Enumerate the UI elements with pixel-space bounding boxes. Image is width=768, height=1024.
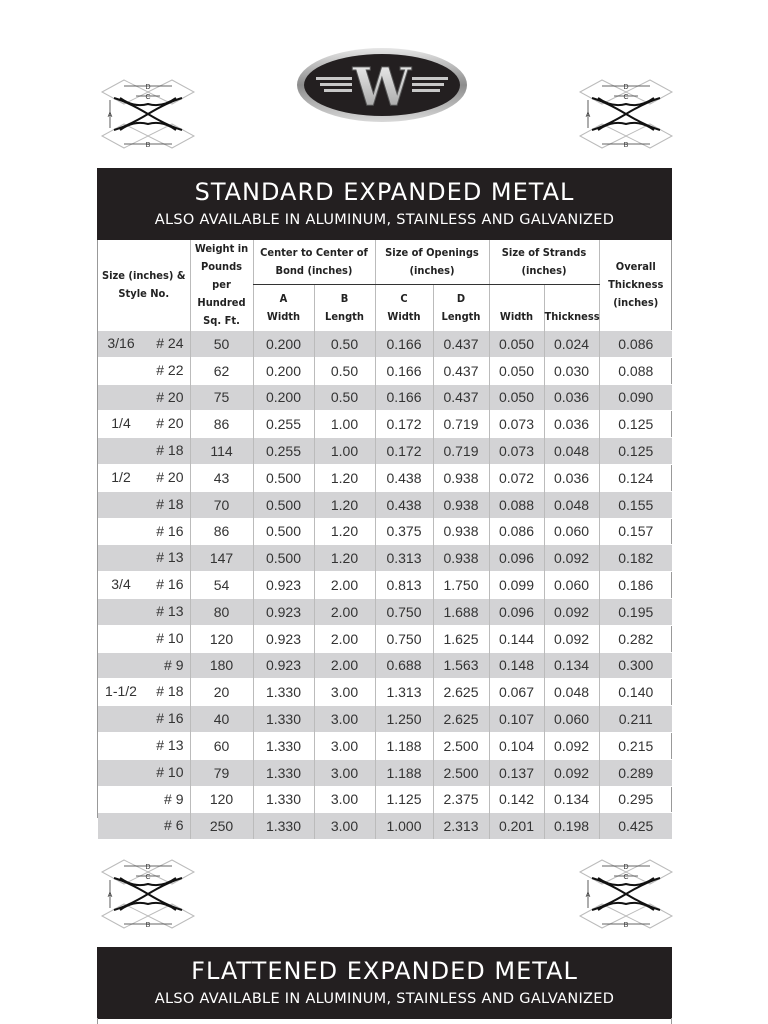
- cell-style: # 10: [156, 629, 184, 646]
- cell-style: # 24: [156, 335, 184, 351]
- cell-size-style: [98, 545, 190, 572]
- cell-strand-thickness: 0.048: [544, 438, 599, 465]
- cell-a-width: 1.330: [253, 679, 314, 706]
- svg-text:A: A: [107, 892, 113, 899]
- cell-b-length: 1.20: [314, 518, 375, 545]
- cell-overall: 0.295: [599, 786, 672, 813]
- cell-size-style: [98, 706, 190, 733]
- cell-d-length: 0.938: [433, 518, 489, 545]
- cell-weight: 80: [190, 598, 253, 625]
- svg-text:D: D: [145, 84, 151, 91]
- cell-size-style: [98, 572, 190, 599]
- cell-a-width: 0.923: [253, 572, 314, 599]
- cell-overall: 0.155: [599, 491, 672, 518]
- cell-d-length: 0.938: [433, 491, 489, 518]
- svg-text:W: W: [352, 57, 412, 118]
- cell-style: # 18: [156, 442, 184, 459]
- cell-b-length: 1.20: [314, 491, 375, 518]
- table-row: [98, 491, 672, 518]
- table-row: [98, 759, 672, 786]
- header-strand-width: Width: [489, 285, 544, 331]
- cell-size-style: [98, 598, 190, 625]
- cell-style: # 13: [156, 602, 184, 619]
- cell-b-length: 3.00: [314, 759, 375, 786]
- cell-strand-thickness: 0.036: [544, 384, 599, 411]
- table-row: [98, 438, 672, 465]
- cell-b-length: 3.00: [314, 732, 375, 759]
- company-logo: [296, 47, 468, 123]
- table-row: [98, 598, 672, 625]
- cell-strand-thickness: 0.036: [544, 464, 599, 491]
- cell-style: # 10: [156, 763, 184, 780]
- cell-strand-thickness: 0.060: [544, 518, 599, 545]
- svg-text:B: B: [145, 922, 151, 929]
- cell-c-width: 0.438: [375, 464, 433, 491]
- flattened-subtitle: ALSO AVAILABLE IN ALUMINUM, STAINLESS AND GALVANIZED: [154, 991, 615, 1007]
- cell-c-width: 0.375: [375, 518, 433, 545]
- cell-a-width: 0.923: [253, 652, 314, 679]
- cell-strand-thickness: 0.024: [544, 331, 599, 358]
- cell-weight: 40: [190, 706, 253, 733]
- cell-style: # 13: [156, 549, 184, 566]
- cell-size-style: [98, 652, 190, 679]
- cell-d-length: 0.719: [433, 411, 489, 438]
- header-center-to-center: Center to Center of Bond (inches): [253, 240, 375, 285]
- cell-weight: 147: [190, 545, 253, 572]
- cell-c-width: 0.313: [375, 545, 433, 572]
- cell-weight: 60: [190, 732, 253, 759]
- table-row: [98, 331, 672, 358]
- cell-weight: 114: [190, 438, 253, 465]
- cell-c-width: 1.250: [375, 706, 433, 733]
- cell-a-width: 0.255: [253, 438, 314, 465]
- cell-style: # 18: [156, 683, 184, 700]
- svg-text:B: B: [623, 922, 629, 929]
- cell-b-length: 3.00: [314, 706, 375, 733]
- cell-strand-thickness: 0.092: [544, 598, 599, 625]
- cell-size-style: [98, 813, 190, 839]
- table-row: [98, 572, 672, 599]
- cell-weight: 79: [190, 759, 253, 786]
- header-c-width: C Width: [375, 285, 433, 331]
- table-row: [98, 652, 672, 679]
- cell-style: # 9: [164, 656, 184, 673]
- cell-d-length: 2.313: [433, 813, 489, 839]
- header-weight: Weight in Pounds per Hundred Sq. Ft.: [190, 240, 253, 331]
- cell-weight: 20: [190, 679, 253, 706]
- cell-a-width: 0.200: [253, 384, 314, 411]
- cell-a-width: 1.330: [253, 813, 314, 839]
- cell-d-length: 2.500: [433, 759, 489, 786]
- cell-a-width: 0.923: [253, 625, 314, 652]
- header-b-length: B Length: [314, 285, 375, 331]
- cell-b-length: 2.00: [314, 598, 375, 625]
- cell-b-length: 0.50: [314, 384, 375, 411]
- cell-a-width: 1.330: [253, 706, 314, 733]
- flattened-table-edge: [97, 1018, 672, 1024]
- cell-strand-width: 0.072: [489, 464, 544, 491]
- svg-text:A: A: [585, 112, 591, 119]
- header-size-openings: Size of Openings (inches): [375, 240, 489, 285]
- cell-strand-width: 0.088: [489, 491, 544, 518]
- cell-overall: 0.195: [599, 598, 672, 625]
- cell-c-width: 0.750: [375, 625, 433, 652]
- mesh-diagram-top-left: [100, 78, 196, 150]
- cell-overall: 0.088: [599, 357, 672, 384]
- header-strand-thickness: Thickness: [544, 285, 599, 331]
- cell-strand-thickness: 0.092: [544, 625, 599, 652]
- cell-strand-thickness: 0.092: [544, 545, 599, 572]
- cell-strand-thickness: 0.092: [544, 759, 599, 786]
- cell-size-style: [98, 732, 190, 759]
- cell-c-width: 0.688: [375, 652, 433, 679]
- cell-strand-thickness: 0.198: [544, 813, 599, 839]
- flattened-banner: [97, 947, 672, 1019]
- cell-size-style: [98, 464, 190, 491]
- cell-weight: 50: [190, 331, 253, 358]
- mesh-diagram-bottom-left: [100, 858, 196, 930]
- cell-b-length: 2.00: [314, 625, 375, 652]
- standard-title: STANDARD EXPANDED METAL: [194, 178, 575, 206]
- cell-strand-width: 0.107: [489, 706, 544, 733]
- table-row: [98, 411, 672, 438]
- cell-b-length: 1.20: [314, 464, 375, 491]
- cell-c-width: 1.313: [375, 679, 433, 706]
- cell-size-style: [98, 357, 190, 384]
- cell-strand-width: 0.086: [489, 518, 544, 545]
- cell-c-width: 0.438: [375, 491, 433, 518]
- cell-style: # 9: [164, 790, 184, 807]
- cell-size-style: [98, 759, 190, 786]
- cell-style: # 16: [156, 522, 184, 539]
- cell-c-width: 1.000: [375, 813, 433, 839]
- svg-text:A: A: [585, 892, 591, 899]
- svg-text:C: C: [623, 94, 629, 101]
- table-row: [98, 545, 672, 572]
- header-size-strands: Size of Strands (inches): [489, 240, 599, 285]
- cell-a-width: 0.923: [253, 598, 314, 625]
- cell-style: # 6: [164, 817, 184, 834]
- cell-strand-thickness: 0.048: [544, 679, 599, 706]
- table-row: [98, 518, 672, 545]
- cell-b-length: 2.00: [314, 652, 375, 679]
- cell-style: # 18: [156, 495, 184, 512]
- cell-b-length: 2.00: [314, 572, 375, 599]
- cell-weight: 75: [190, 384, 253, 411]
- header-d-length: D Length: [433, 285, 489, 331]
- cell-style: # 20: [156, 415, 184, 432]
- svg-text:B: B: [145, 142, 151, 149]
- cell-style: # 22: [156, 361, 184, 378]
- cell-a-width: 0.200: [253, 357, 314, 384]
- cell-d-length: 1.563: [433, 652, 489, 679]
- table-row: [98, 679, 672, 706]
- cell-overall: 0.425: [599, 813, 672, 839]
- cell-strand-thickness: 0.036: [544, 411, 599, 438]
- cell-overall: 0.157: [599, 518, 672, 545]
- cell-d-length: 2.375: [433, 786, 489, 813]
- cell-b-length: 0.50: [314, 331, 375, 358]
- cell-d-length: 0.437: [433, 384, 489, 411]
- cell-overall: 0.215: [599, 732, 672, 759]
- cell-strand-width: 0.137: [489, 759, 544, 786]
- standard-spec-table: [97, 240, 672, 835]
- header-a-width: A Width: [253, 285, 314, 331]
- cell-b-length: 1.00: [314, 411, 375, 438]
- cell-a-width: 0.500: [253, 518, 314, 545]
- cell-strand-thickness: 0.060: [544, 706, 599, 733]
- cell-strand-thickness: 0.092: [544, 732, 599, 759]
- cell-d-length: 2.625: [433, 679, 489, 706]
- cell-style: # 16: [156, 576, 184, 593]
- cell-size-style: [98, 384, 190, 411]
- cell-style: # 13: [156, 736, 184, 753]
- cell-weight: 54: [190, 572, 253, 599]
- cell-d-length: 0.938: [433, 545, 489, 572]
- cell-weight: 250: [190, 813, 253, 839]
- cell-d-length: 0.437: [433, 331, 489, 358]
- table-row: [98, 357, 672, 384]
- header-size-style: Size (inches) & Style No.: [101, 269, 186, 300]
- cell-weight: 120: [190, 786, 253, 813]
- cell-overall: 0.140: [599, 679, 672, 706]
- cell-b-length: 3.00: [314, 786, 375, 813]
- cell-c-width: 0.166: [375, 331, 433, 358]
- cell-strand-width: 0.050: [489, 331, 544, 358]
- cell-a-width: 0.200: [253, 331, 314, 358]
- cell-b-length: 1.20: [314, 545, 375, 572]
- table-row: [98, 732, 672, 759]
- cell-size-style: [98, 518, 190, 545]
- cell-weight: 120: [190, 625, 253, 652]
- cell-strand-width: 0.201: [489, 813, 544, 839]
- cell-c-width: 0.166: [375, 357, 433, 384]
- mesh-diagram-top-right: [578, 78, 674, 150]
- cell-overall: 0.211: [599, 706, 672, 733]
- cell-overall: 0.125: [599, 438, 672, 465]
- cell-a-width: 0.500: [253, 491, 314, 518]
- cell-size-style: [98, 491, 190, 518]
- cell-strand-width: 0.148: [489, 652, 544, 679]
- cell-d-length: 0.719: [433, 438, 489, 465]
- svg-text:B: B: [623, 142, 629, 149]
- cell-size-style: [98, 411, 190, 438]
- cell-size: 1-1/2: [105, 683, 137, 700]
- cell-a-width: 0.500: [253, 464, 314, 491]
- cell-strand-thickness: 0.134: [544, 652, 599, 679]
- svg-text:C: C: [145, 874, 151, 881]
- table-row: [98, 706, 672, 733]
- standard-banner: [97, 168, 672, 240]
- cell-c-width: 0.166: [375, 384, 433, 411]
- cell-a-width: 1.330: [253, 759, 314, 786]
- svg-text:D: D: [623, 864, 629, 871]
- cell-size: 1/2: [111, 468, 131, 485]
- cell-size: 3/4: [111, 576, 131, 593]
- cell-d-length: 2.500: [433, 732, 489, 759]
- cell-d-length: 2.625: [433, 706, 489, 733]
- cell-strand-width: 0.104: [489, 732, 544, 759]
- cell-a-width: 1.330: [253, 786, 314, 813]
- cell-size-style: [98, 438, 190, 465]
- cell-style: # 20: [156, 468, 184, 485]
- cell-b-length: 0.50: [314, 357, 375, 384]
- cell-c-width: 1.125: [375, 786, 433, 813]
- cell-d-length: 1.625: [433, 625, 489, 652]
- cell-c-width: 1.188: [375, 759, 433, 786]
- cell-a-width: 0.255: [253, 411, 314, 438]
- cell-style: # 16: [156, 710, 184, 727]
- cell-c-width: 0.813: [375, 572, 433, 599]
- cell-overall: 0.090: [599, 384, 672, 411]
- cell-size-style: [98, 786, 190, 813]
- cell-overall: 0.124: [599, 464, 672, 491]
- cell-overall: 0.086: [599, 331, 672, 358]
- cell-weight: 43: [190, 464, 253, 491]
- cell-weight: 70: [190, 491, 253, 518]
- table-row: [98, 813, 672, 839]
- cell-weight: 86: [190, 518, 253, 545]
- cell-strand-thickness: 0.030: [544, 357, 599, 384]
- cell-overall: 0.182: [599, 545, 672, 572]
- cell-a-width: 0.500: [253, 545, 314, 572]
- cell-strand-width: 0.144: [489, 625, 544, 652]
- svg-text:D: D: [623, 84, 629, 91]
- flattened-title: FLATTENED EXPANDED METAL: [191, 957, 578, 985]
- cell-overall: 0.282: [599, 625, 672, 652]
- cell-overall: 0.300: [599, 652, 672, 679]
- table-row: [98, 464, 672, 491]
- cell-size-style: [98, 331, 190, 358]
- svg-text:C: C: [145, 94, 151, 101]
- cell-d-length: 1.750: [433, 572, 489, 599]
- cell-strand-width: 0.067: [489, 679, 544, 706]
- cell-strand-thickness: 0.134: [544, 786, 599, 813]
- table-row: [98, 786, 672, 813]
- cell-size-style: [98, 625, 190, 652]
- mesh-diagram-bottom-right: [578, 858, 674, 930]
- standard-subtitle: ALSO AVAILABLE IN ALUMINUM, STAINLESS AND GALVANIZED: [154, 212, 615, 228]
- table-row: [98, 384, 672, 411]
- cell-overall: 0.289: [599, 759, 672, 786]
- cell-a-width: 1.330: [253, 732, 314, 759]
- cell-overall: 0.186: [599, 572, 672, 599]
- svg-text:D: D: [145, 864, 151, 871]
- cell-c-width: 0.172: [375, 411, 433, 438]
- cell-overall: 0.125: [599, 411, 672, 438]
- cell-weight: 86: [190, 411, 253, 438]
- cell-style: # 20: [156, 388, 184, 405]
- table-row: [98, 625, 672, 652]
- cell-strand-width: 0.073: [489, 411, 544, 438]
- cell-strand-width: 0.096: [489, 545, 544, 572]
- cell-strand-width: 0.099: [489, 572, 544, 599]
- cell-c-width: 0.750: [375, 598, 433, 625]
- svg-text:A: A: [107, 112, 113, 119]
- cell-d-length: 1.688: [433, 598, 489, 625]
- svg-text:C: C: [623, 874, 629, 881]
- cell-b-length: 3.00: [314, 679, 375, 706]
- cell-c-width: 0.172: [375, 438, 433, 465]
- cell-strand-width: 0.073: [489, 438, 544, 465]
- cell-c-width: 1.188: [375, 732, 433, 759]
- cell-d-length: 0.437: [433, 357, 489, 384]
- cell-d-length: 0.938: [433, 464, 489, 491]
- cell-size-style: [98, 679, 190, 706]
- cell-size: 1/4: [111, 415, 131, 432]
- cell-b-length: 1.00: [314, 438, 375, 465]
- header-overall-thickness: Overall Thickness (inches): [599, 240, 672, 331]
- cell-strand-thickness: 0.060: [544, 572, 599, 599]
- cell-strand-width: 0.096: [489, 598, 544, 625]
- cell-b-length: 3.00: [314, 813, 375, 839]
- cell-strand-thickness: 0.048: [544, 491, 599, 518]
- cell-strand-width: 0.142: [489, 786, 544, 813]
- cell-strand-width: 0.050: [489, 357, 544, 384]
- cell-weight: 180: [190, 652, 253, 679]
- cell-strand-width: 0.050: [489, 384, 544, 411]
- cell-size: 3/16: [107, 335, 135, 351]
- cell-weight: 62: [190, 357, 253, 384]
